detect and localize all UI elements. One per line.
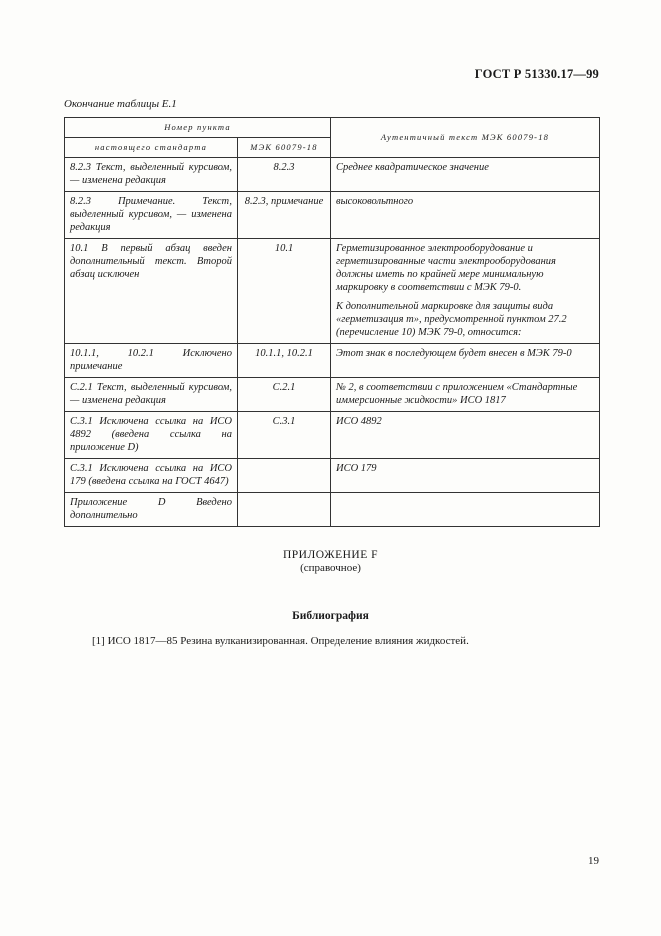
cell-authentic-text [331, 158, 600, 192]
table-row [65, 378, 600, 412]
authentic-text-paragraph: ИСО 179 [336, 463, 377, 474]
table-row [65, 412, 600, 459]
cell-this-standard: С.2.1 Текст, выделенный курсивом, — изменена редакция [65, 378, 238, 412]
cell-iec-clause [238, 493, 331, 527]
authentic-text-paragraph: Герметизированное электрооборудование и герметизированные части электрооборудования должны иметь по крайней мере минимальную маркировку в соответствии с МЭК 79-0. [336, 243, 556, 293]
cell-this-standard: 10.1 В первый абзац введен дополнительный текст. Второй абзац исключен [65, 239, 238, 344]
cell-iec-clause: 8.2.3 [238, 158, 331, 192]
cell-this-standard: С.3.1 Исключена ссылка на ИСО 179 (введена ссылка на ГОСТ 4647) [65, 459, 238, 493]
cell-authentic-text [331, 344, 600, 378]
table-row [65, 158, 600, 192]
cell-iec-clause: С.3.1 [238, 412, 331, 459]
authentic-text-paragraph: Среднее квадратическое значение [336, 162, 489, 173]
cell-authentic-text [331, 493, 600, 527]
table-row [65, 344, 600, 378]
authentic-text-paragraph: ИСО 4892 [336, 416, 382, 427]
authentic-text-paragraph: № 2, в соответствии с приложением «Стандартные иммерсионные жидкости» ИСО 1817 [336, 382, 578, 406]
cell-this-standard: С.3.1 Исключена ссылка на ИСО 4892 (введена ссылка на приложение D) [65, 412, 238, 459]
cell-iec-clause [238, 459, 331, 493]
cell-iec-clause: 8.2.3, примечание [238, 192, 331, 239]
cell-authentic-text [331, 378, 600, 412]
cell-this-standard: 10.1.1, 10.2.1 Исключено примечание [65, 344, 238, 378]
table-row [65, 192, 600, 239]
table-row [65, 493, 600, 527]
bibliography-item: [1] ИСО 1817—85 Резина вулканизированная. Определение влияния жидкостей. [92, 635, 469, 647]
bibliography-heading: Библиография [292, 610, 369, 622]
header-this-standard: настоящего стандарта [65, 138, 238, 158]
page-number: 19 [588, 855, 599, 867]
appendix-subtitle: (справочное) [300, 562, 361, 574]
authentic-text-paragraph: Этот знак в последующем будет внесен в МЭК 79-0 [336, 348, 572, 359]
cell-authentic-text [331, 192, 600, 239]
appendix-title: ПРИЛОЖЕНИЕ F [282, 549, 379, 561]
table-caption: Окончание таблицы Е.1 [64, 98, 177, 110]
table-body [65, 158, 600, 527]
cell-iec-clause: 10.1 [238, 239, 331, 344]
table-row [65, 239, 600, 344]
cell-authentic-text [331, 459, 600, 493]
authentic-text-paragraph: высоковольтного [336, 196, 414, 207]
header-group-cell: Номер пункта [65, 118, 331, 138]
header-iec-standard: МЭК 60079-18 [238, 138, 331, 158]
comparison-table [64, 117, 600, 527]
header-authentic-text: Аутентичный текст МЭК 60079-18 [331, 118, 600, 158]
cell-this-standard: 8.2.3 Текст, выделенный курсивом, — изменена редакция [65, 158, 238, 192]
authentic-text-paragraph: К дополнительной маркировке для защиты вида «герметизация m», предусмотренной пунктом 27.2 (перечисление 10) МЭК 79-0, относится: [336, 301, 567, 338]
cell-iec-clause: С.2.1 [238, 378, 331, 412]
cell-authentic-text [331, 412, 600, 459]
cell-iec-clause: 10.1.1, 10.2.1 [238, 344, 331, 378]
cell-authentic-text [331, 239, 600, 344]
cell-this-standard: Приложение D Введено дополнительно [65, 493, 238, 527]
document-id: ГОСТ Р 51330.17—99 [474, 67, 599, 81]
table-row [65, 459, 600, 493]
cell-this-standard: 8.2.3 Примечание. Текст, выделенный курсивом, — изменена редакция [65, 192, 238, 239]
